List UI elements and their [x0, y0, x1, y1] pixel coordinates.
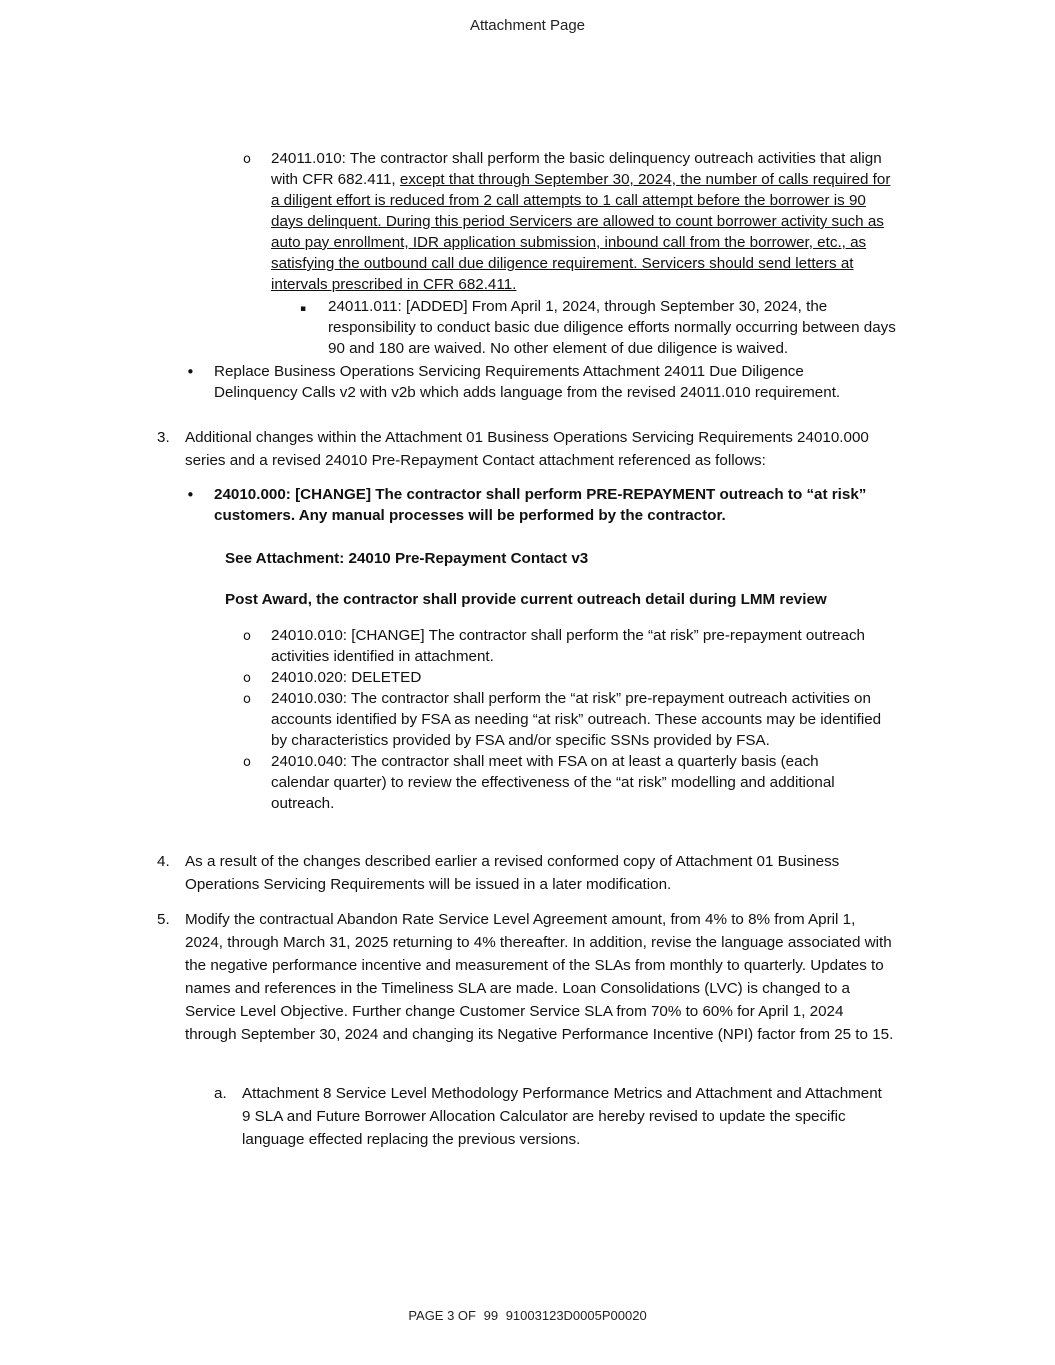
footer-document-id: 91003123D0005P00020 — [505, 1308, 647, 1323]
bullet-replace-attachment: Replace Business Operations Servicing Requirements Attachment 24011 Due Diligence Delinquency Calls v2 with v2b which adds language from the revised 24011.010 requirement. — [214, 363, 841, 401]
item-4-number: 4. — [157, 853, 170, 870]
item-24011-011: 24011.011: [ADDED] From April 1, 2024, through September 30, 2024, the responsibility to conduct basic due diligence efforts normally occurring between days 90 and 180 are waived. No other element of due diligence is waived. — [328, 298, 896, 357]
bullet-icon: • — [186, 363, 195, 381]
item-24011-010 — [271, 148, 896, 295]
footer-page-label: PAGE 3 OF — [408, 1308, 476, 1323]
page-footer — [0, 1308, 1055, 1323]
subitem-24010-030: 24010.030: The contractor shall perform the “at risk” pre-repayment outreach activities on accounts identified by FSA as needing “at risk” outreach. These accounts may be identified by characteristics provided by FSA and/or specific SSNs provided by FSA. — [271, 690, 882, 749]
circle-bullet-icon: o — [243, 629, 251, 644]
item-5-number: 5. — [157, 911, 170, 928]
item-3-number: 3. — [157, 429, 170, 446]
subitem-24010-010: 24010.010: [CHANGE] The contractor shall perform the “at risk” pre-repayment outreach activities identified in attachment. — [271, 627, 865, 665]
item-5a-text: Attachment 8 Service Level Methodology Performance Metrics and Attachment and Attachment 9 SLA and Future Borrower Allocation Calculator are hereby revised to update the specific language effected replacing the previous versions. — [242, 1085, 882, 1148]
item-5-text: Modify the contractual Abandon Rate Service Level Agreement amount, from 4% to 8% from April 1, 2024, through March 31, 2025 returning to 4% thereafter. In addition, revise the language associated with the negative performance incentive and measurement of the SLAs from monthly to quarterly. Updates to names and references in the Timeliness SLA are made. Loan Consolidations (LVC) is changed to a Service Level Objective. Further change Customer Service SLA from 70% to 60% for April 1, 2024 through September 30, 2024 and changing its Negative Performance Incentive (NPI) factor from 25 to 15. — [185, 911, 894, 1043]
circle-bullet-icon: o — [243, 755, 251, 770]
item-4-text: As a result of the changes described earlier a revised conformed copy of Attachment 01 Business Operations Servicing Requirements will be issued in a later modification. — [185, 853, 840, 893]
square-bullet-icon: ▪ — [300, 304, 307, 314]
item-24011-010-underlined: except that through September 30, 2024, the number of calls required for a diligent effort is reduced from 2 call attempts to 1 call attempt before the borrower is 90 days delinquent. During this period Servicers are allowed to count borrower activity such as auto pay enrollment, IDR application submission, inbound call from the borrower, etc., as satisfying the outbound call due diligence requirement. Servicers should send letters at intervals prescribed in CFR 682.411. — [271, 171, 891, 293]
bullet-icon: • — [186, 486, 195, 504]
subitem-24010-040: 24010.040: The contractor shall meet with FSA on at least a quarterly basis (each calendar quarter) to review the effectiveness of the “at risk” modelling and additional outreach. — [271, 753, 835, 812]
item-3-text: Additional changes within the Attachment 01 Business Operations Servicing Requirements 24010.000 series and a revised 24010 Pre-Repayment Contact attachment referenced as follows: — [185, 429, 869, 469]
post-award-line: Post Award, the contractor shall provide current outreach detail during LMM review — [225, 591, 827, 608]
circle-bullet-icon: o — [243, 671, 251, 686]
item-5a-label: a. — [214, 1085, 227, 1102]
subitem-24010-020: 24010.020: DELETED — [271, 669, 422, 686]
item-24011-010-lead: 24011.010: The contractor shall perform the basic delinquency outreach activities that align with CFR 682.411, — [271, 150, 882, 188]
page-header-title: Attachment Page — [469, 17, 586, 34]
circle-bullet-icon: o — [243, 152, 251, 167]
item-3-bold-bullet: 24010.000: [CHANGE] The contractor shall perform PRE-REPAYMENT outreach to “at risk” customers. Any manual processes will be performed by the contractor. — [214, 486, 867, 524]
see-attachment-line: See Attachment: 24010 Pre-Repayment Contact v3 — [225, 550, 589, 567]
footer-page-total: 99 — [483, 1308, 499, 1323]
circle-bullet-icon: o — [243, 692, 251, 707]
